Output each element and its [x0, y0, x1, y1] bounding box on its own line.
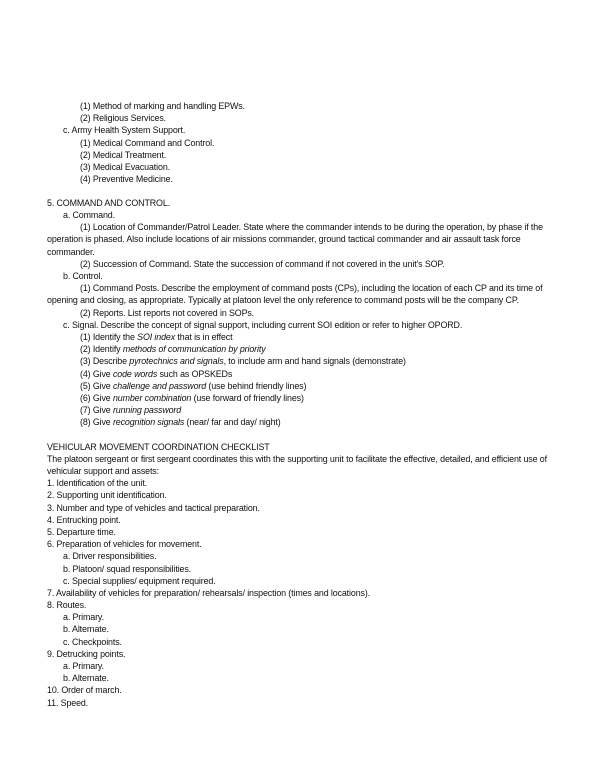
signal-item	[47, 392, 557, 404]
reports-item: (2) Reports. List reports not covered in SOPs.	[80, 307, 255, 318]
signal-item	[47, 380, 557, 392]
checklist-item: a. Driver responsibilities.	[63, 551, 157, 562]
signal-item-text: (5) Give	[80, 380, 113, 391]
control-heading: b. Control.	[63, 271, 103, 282]
signal-item	[47, 416, 557, 428]
checklist-item: 1. Identification of the unit.	[47, 478, 148, 489]
checklist-item: b. Alternate.	[63, 673, 109, 684]
checklist-item: 8. Routes.	[47, 600, 87, 611]
signal-item-text: that is in effect	[175, 331, 233, 342]
section-title: 5. COMMAND AND CONTROL.	[47, 197, 170, 208]
checklist-item: b. Alternate.	[63, 624, 109, 635]
signal-item-emphasis: running password	[112, 405, 182, 416]
checklist-item: a. Primary.	[63, 612, 104, 623]
paragraph-line: (1) Command Posts. Describe the employment of command posts (CPs), including the location of each CP and its time of	[80, 283, 543, 294]
checklist-item: c. Checkpoints.	[63, 636, 122, 647]
health-item: (1) Medical Command and Control.	[80, 137, 215, 148]
health-item: (3) Medical Evacuation.	[80, 161, 170, 172]
checklist-item: a. Primary.	[63, 661, 104, 672]
signal-item	[47, 331, 557, 343]
paragraph-line: opening and closing, as appropriate. Typically at platoon level the only reference to command posts will be the company CP.	[47, 295, 519, 306]
signal-item-text: (use behind friendly lines)	[206, 380, 307, 391]
signal-item-text: (1) Identify the	[80, 331, 138, 342]
checklist-item: 7. Availability of vehicles for preparation/ rehearsals/ inspection (times and locations).	[47, 587, 371, 598]
signal-item-text: (2) Identify	[80, 344, 123, 355]
checklist-item: 2. Supporting unit identification.	[47, 490, 167, 501]
religious-item: (2) Religious Services.	[80, 113, 167, 124]
paragraph-line: vehicular support and assets:	[47, 466, 159, 477]
document-page	[47, 100, 557, 709]
signal-item-text: (near/ far and day/ night)	[184, 417, 281, 428]
signal-item-emphasis: SOI index	[137, 331, 176, 342]
checklist-item: 6. Preparation of vehicles for movement.	[47, 539, 202, 550]
checklist-item: b. Platoon/ squad responsibilities.	[63, 563, 192, 574]
signal-item-emphasis: methods of communication by priority	[122, 344, 266, 355]
health-item: (4) Preventive Medicine.	[80, 174, 173, 185]
checklist-item: 5. Departure time.	[47, 526, 116, 537]
checklist-item: 11. Speed.	[47, 697, 89, 708]
signal-item	[47, 368, 557, 380]
signal-item-text: , to include arm and hand signals (demonstrate)	[223, 356, 406, 367]
signal-heading: c. Signal. Describe the concept of signal support, including current SOI edition or refer to higher OPORD.	[63, 319, 463, 330]
signal-item-text: (3) Describe	[80, 356, 130, 367]
checklist-item: 4. Entrucking point.	[47, 514, 121, 525]
paragraph-line: operation is phased. Also include locations of air missions commander, ground tactical commander and air assault task force	[47, 234, 521, 245]
checklist-item: 3. Number and type of vehicles and tactical preparation.	[47, 502, 260, 513]
signal-item-text: (7) Give	[80, 405, 113, 416]
signal-item-emphasis: recognition signals	[112, 417, 185, 428]
health-item: (2) Medical Treatment.	[80, 149, 167, 160]
paragraph-line: The platoon sergeant or first sergeant coordinates this with the supporting unit to facilitate the effective, detailed, and efficient use of	[47, 453, 547, 464]
signal-item-text: (4) Give	[80, 368, 113, 379]
paragraph-line: (1) Location of Commander/Patrol Leader. State where the commander intends to be during the operation, by phase if the	[80, 222, 543, 233]
signal-item	[47, 355, 557, 367]
signal-item-text: (6) Give	[80, 392, 113, 403]
signal-item	[47, 343, 557, 355]
command-heading: a. Command.	[63, 210, 115, 221]
signal-item-text: such as OPSKEDs	[157, 368, 233, 379]
signal-item-emphasis: challenge and password	[112, 380, 207, 391]
signal-item-emphasis: code words	[112, 368, 158, 379]
signal-item-emphasis: number combination	[112, 392, 192, 403]
signal-item	[47, 404, 557, 416]
succession-item: (2) Succession of Command. State the succession of command if not covered in the unit's SOP.	[80, 258, 445, 269]
health-heading: c. Army Health System Support.	[63, 125, 186, 136]
checklist-title: VEHICULAR MOVEMENT COORDINATION CHECKLIST	[47, 441, 270, 452]
signal-item-emphasis: pyrotechnics and signals	[129, 356, 224, 367]
signal-item-text: (use forward of friendly lines)	[191, 392, 304, 403]
epw-item: (1) Method of marking and handling EPWs.	[80, 101, 245, 111]
paragraph-line: commander.	[47, 246, 95, 257]
checklist-item: 10. Order of march.	[47, 685, 122, 696]
checklist-item: 9. Detrucking points.	[47, 648, 126, 659]
signal-item-text: (8) Give	[80, 417, 113, 428]
checklist-item: c. Special supplies/ equipment required.	[63, 575, 216, 586]
